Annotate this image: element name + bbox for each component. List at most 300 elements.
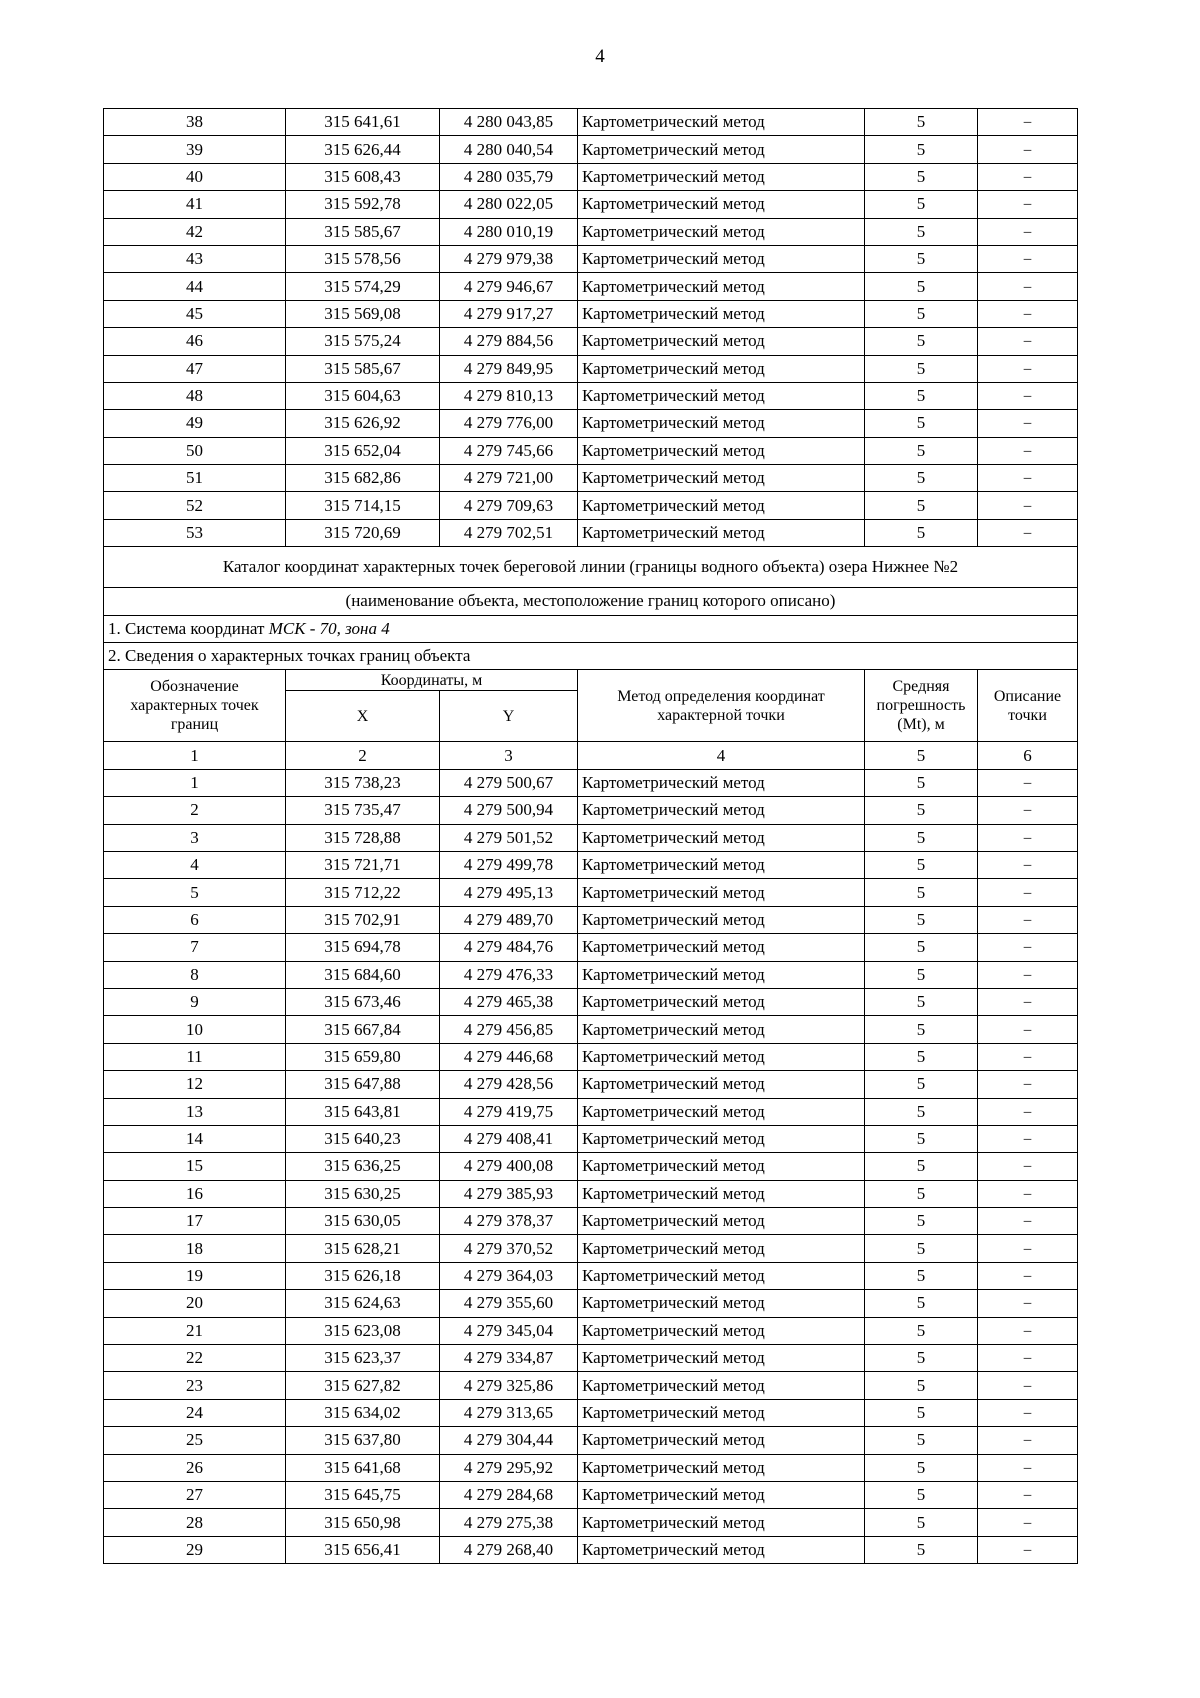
coord-y: 4 279 385,93 — [440, 1180, 578, 1207]
point-number: 6 — [104, 906, 286, 933]
mean-error: 5 — [865, 328, 978, 355]
coord-x: 315 637,80 — [286, 1427, 440, 1454]
point-number: 46 — [104, 328, 286, 355]
method: Картометрический метод — [578, 273, 865, 300]
coord-y: 4 279 268,40 — [440, 1536, 578, 1563]
coord-x: 315 684,60 — [286, 961, 440, 988]
table-row — [104, 465, 1078, 492]
point-description: – — [978, 1536, 1078, 1563]
point-number: 22 — [104, 1345, 286, 1372]
coord-x: 315 721,71 — [286, 851, 440, 878]
coord-y: 4 279 370,52 — [440, 1235, 578, 1262]
coord-x: 315 645,75 — [286, 1481, 440, 1508]
table-row — [104, 382, 1078, 409]
mean-error: 5 — [865, 1071, 978, 1098]
point-number: 12 — [104, 1071, 286, 1098]
point-description: – — [978, 1345, 1078, 1372]
coord-x: 315 626,18 — [286, 1262, 440, 1289]
header-num: 1 — [104, 742, 286, 769]
point-number: 10 — [104, 1016, 286, 1043]
method: Картометрический метод — [578, 1317, 865, 1344]
table-row — [104, 492, 1078, 519]
point-description: – — [978, 1235, 1078, 1262]
mean-error: 5 — [865, 191, 978, 218]
coord-x: 315 641,68 — [286, 1454, 440, 1481]
table-row — [104, 1399, 1078, 1426]
table-row — [104, 906, 1078, 933]
header-num: 2 — [286, 742, 440, 769]
table-row — [104, 769, 1078, 796]
method: Картометрический метод — [578, 1043, 865, 1070]
coord-y: 4 279 355,60 — [440, 1290, 578, 1317]
point-description: – — [978, 934, 1078, 961]
mean-error: 5 — [865, 1345, 978, 1372]
method: Картометрический метод — [578, 492, 865, 519]
method: Картометрический метод — [578, 961, 865, 988]
point-number: 28 — [104, 1509, 286, 1536]
header-mt: Средняя погрешность (Mt), м — [865, 670, 978, 742]
point-description: – — [978, 1427, 1078, 1454]
table-row — [104, 191, 1078, 218]
table-row — [104, 1208, 1078, 1235]
coord-x: 315 720,69 — [286, 519, 440, 546]
coord-x: 315 641,61 — [286, 109, 440, 136]
point-description: – — [978, 1180, 1078, 1207]
table-row — [104, 1235, 1078, 1262]
table-row — [104, 410, 1078, 437]
header-numbers-row — [104, 742, 1078, 769]
point-description: – — [978, 1262, 1078, 1289]
table-row — [104, 1153, 1078, 1180]
table-row — [104, 1509, 1078, 1536]
point-number: 17 — [104, 1208, 286, 1235]
coord-y: 4 280 035,79 — [440, 163, 578, 190]
point-description: – — [978, 1098, 1078, 1125]
coord-x: 315 728,88 — [286, 824, 440, 851]
point-number: 8 — [104, 961, 286, 988]
method: Картометрический метод — [578, 1235, 865, 1262]
page-number: 4 — [595, 46, 605, 67]
method: Картометрический метод — [578, 1372, 865, 1399]
point-description: – — [978, 1399, 1078, 1426]
mean-error: 5 — [865, 1153, 978, 1180]
point-description: – — [978, 879, 1078, 906]
table-row — [104, 851, 1078, 878]
mean-error: 5 — [865, 1454, 978, 1481]
coord-y: 4 279 313,65 — [440, 1399, 578, 1426]
point-number: 21 — [104, 1317, 286, 1344]
mean-error: 5 — [865, 355, 978, 382]
coord-system-label: 1. Система координат — [108, 618, 269, 638]
coord-x: 315 647,88 — [286, 1071, 440, 1098]
method: Картометрический метод — [578, 1481, 865, 1508]
point-number: 19 — [104, 1262, 286, 1289]
point-description: – — [978, 1208, 1078, 1235]
method: Картометрический метод — [578, 245, 865, 272]
coord-x: 315 682,86 — [286, 465, 440, 492]
header-method: Метод определения координат характерной точки — [578, 670, 865, 742]
table-row — [104, 1427, 1078, 1454]
coord-y: 4 279 465,38 — [440, 988, 578, 1015]
mean-error: 5 — [865, 824, 978, 851]
coord-x: 315 673,46 — [286, 988, 440, 1015]
mean-error: 5 — [865, 1043, 978, 1070]
method: Картометрический метод — [578, 851, 865, 878]
coord-x: 315 656,41 — [286, 1536, 440, 1563]
mean-error: 5 — [865, 1016, 978, 1043]
table-row — [104, 163, 1078, 190]
coord-x: 315 630,05 — [286, 1208, 440, 1235]
coord-x: 315 624,63 — [286, 1290, 440, 1317]
method: Картометрический метод — [578, 988, 865, 1015]
point-number: 52 — [104, 492, 286, 519]
mean-error: 5 — [865, 1290, 978, 1317]
point-description: – — [978, 382, 1078, 409]
mean-error: 5 — [865, 218, 978, 245]
point-number: 24 — [104, 1399, 286, 1426]
coord-y: 4 279 721,00 — [440, 465, 578, 492]
method: Картометрический метод — [578, 1509, 865, 1536]
point-description: – — [978, 1454, 1078, 1481]
method: Картометрический метод — [578, 437, 865, 464]
coord-x: 315 667,84 — [286, 1016, 440, 1043]
table-row — [104, 245, 1078, 272]
point-number: 40 — [104, 163, 286, 190]
point-description: – — [978, 1071, 1078, 1098]
point-number: 47 — [104, 355, 286, 382]
coord-x: 315 652,04 — [286, 437, 440, 464]
coord-y: 4 279 500,94 — [440, 797, 578, 824]
coord-y: 4 279 849,95 — [440, 355, 578, 382]
coord-x: 315 630,25 — [286, 1180, 440, 1207]
section2-body — [104, 769, 1078, 1563]
coord-x: 315 735,47 — [286, 797, 440, 824]
point-number: 7 — [104, 934, 286, 961]
coord-y: 4 279 275,38 — [440, 1509, 578, 1536]
method: Картометрический метод — [578, 824, 865, 851]
point-description: – — [978, 1509, 1078, 1536]
header-num: 3 — [440, 742, 578, 769]
table-row — [104, 1071, 1078, 1098]
header-coords: Координаты, м — [286, 670, 578, 691]
coord-x: 315 640,23 — [286, 1125, 440, 1152]
mean-error: 5 — [865, 1098, 978, 1125]
mean-error: 5 — [865, 961, 978, 988]
table-row — [104, 109, 1078, 136]
table-row — [104, 1098, 1078, 1125]
method: Картометрический метод — [578, 879, 865, 906]
point-number: 27 — [104, 1481, 286, 1508]
coord-x: 315 575,24 — [286, 328, 440, 355]
table-row — [104, 1536, 1078, 1563]
method: Картометрический метод — [578, 300, 865, 327]
point-number: 42 — [104, 218, 286, 245]
method: Картометрический метод — [578, 1427, 865, 1454]
method: Картометрический метод — [578, 191, 865, 218]
coord-x: 315 627,82 — [286, 1372, 440, 1399]
method: Картометрический метод — [578, 769, 865, 796]
table-row — [104, 934, 1078, 961]
header-x: X — [286, 691, 440, 742]
coord-y: 4 279 489,70 — [440, 906, 578, 933]
point-description: – — [978, 328, 1078, 355]
mean-error: 5 — [865, 879, 978, 906]
coord-system — [104, 615, 1078, 642]
point-number: 26 — [104, 1454, 286, 1481]
point-description: – — [978, 273, 1078, 300]
mean-error: 5 — [865, 1509, 978, 1536]
coord-x: 315 623,37 — [286, 1345, 440, 1372]
table-row — [104, 355, 1078, 382]
header-num: 6 — [978, 742, 1078, 769]
coord-y: 4 279 295,92 — [440, 1454, 578, 1481]
mean-error: 5 — [865, 1399, 978, 1426]
table-row — [104, 1180, 1078, 1207]
table-row — [104, 1317, 1078, 1344]
point-description: – — [978, 163, 1078, 190]
method: Картометрический метод — [578, 218, 865, 245]
coord-x: 315 585,67 — [286, 218, 440, 245]
mean-error: 5 — [865, 1180, 978, 1207]
coord-x: 315 650,98 — [286, 1509, 440, 1536]
coord-y: 4 279 446,68 — [440, 1043, 578, 1070]
mean-error: 5 — [865, 988, 978, 1015]
coord-y: 4 279 709,63 — [440, 492, 578, 519]
method: Картометрический метод — [578, 465, 865, 492]
coord-y: 4 279 499,78 — [440, 851, 578, 878]
table-row — [104, 797, 1078, 824]
point-number: 9 — [104, 988, 286, 1015]
point-number: 43 — [104, 245, 286, 272]
point-number: 44 — [104, 273, 286, 300]
point-description: – — [978, 492, 1078, 519]
point-description: – — [978, 410, 1078, 437]
coord-x: 315 626,92 — [286, 410, 440, 437]
point-description: – — [978, 355, 1078, 382]
section1-body — [104, 109, 1078, 547]
method: Картометрический метод — [578, 410, 865, 437]
point-description: – — [978, 961, 1078, 988]
coord-y: 4 279 810,13 — [440, 382, 578, 409]
mean-error: 5 — [865, 906, 978, 933]
header-num: 5 — [865, 742, 978, 769]
method: Картометрический метод — [578, 1536, 865, 1563]
table-row — [104, 273, 1078, 300]
point-description: – — [978, 245, 1078, 272]
method: Картометрический метод — [578, 355, 865, 382]
point-description: – — [978, 1125, 1078, 1152]
coord-x: 315 592,78 — [286, 191, 440, 218]
coord-y: 4 279 334,87 — [440, 1345, 578, 1372]
point-number: 4 — [104, 851, 286, 878]
coord-system-value: МСК - 70, зона 4 — [268, 618, 390, 638]
coord-y: 4 279 702,51 — [440, 519, 578, 546]
point-description: – — [978, 136, 1078, 163]
coord-y: 4 279 745,66 — [440, 437, 578, 464]
mean-error: 5 — [865, 1427, 978, 1454]
point-description: – — [978, 218, 1078, 245]
method: Картометрический метод — [578, 1153, 865, 1180]
point-description: – — [978, 851, 1078, 878]
method: Картометрический метод — [578, 328, 865, 355]
mean-error: 5 — [865, 410, 978, 437]
coord-y: 4 280 040,54 — [440, 136, 578, 163]
mean-error: 5 — [865, 273, 978, 300]
table-row — [104, 437, 1078, 464]
point-number: 23 — [104, 1372, 286, 1399]
coord-x: 315 714,15 — [286, 492, 440, 519]
point-description: – — [978, 437, 1078, 464]
coord-y: 4 279 325,86 — [440, 1372, 578, 1399]
mean-error: 5 — [865, 851, 978, 878]
mean-error: 5 — [865, 1235, 978, 1262]
point-description: – — [978, 769, 1078, 796]
coord-y: 4 279 304,44 — [440, 1427, 578, 1454]
table-row — [104, 218, 1078, 245]
table-row — [104, 519, 1078, 546]
point-number: 13 — [104, 1098, 286, 1125]
method: Картометрический метод — [578, 1208, 865, 1235]
point-description: – — [978, 465, 1078, 492]
coord-x: 315 608,43 — [286, 163, 440, 190]
method: Картометрический метод — [578, 1399, 865, 1426]
point-number: 49 — [104, 410, 286, 437]
points-info: 2. Сведения о характерных точках границ объекта — [104, 643, 1078, 670]
point-number: 16 — [104, 1180, 286, 1207]
coord-y: 4 279 345,04 — [440, 1317, 578, 1344]
coord-y: 4 280 022,05 — [440, 191, 578, 218]
coord-x: 315 626,44 — [286, 136, 440, 163]
mean-error: 5 — [865, 109, 978, 136]
method: Картометрический метод — [578, 1125, 865, 1152]
table-row — [104, 1043, 1078, 1070]
coord-y: 4 279 884,56 — [440, 328, 578, 355]
point-description: – — [978, 1481, 1078, 1508]
table-row — [104, 961, 1078, 988]
table-row — [104, 1125, 1078, 1152]
point-description: – — [978, 988, 1078, 1015]
header-y: Y — [440, 691, 578, 742]
mean-error: 5 — [865, 136, 978, 163]
method: Картометрический метод — [578, 382, 865, 409]
point-number: 48 — [104, 382, 286, 409]
mean-error: 5 — [865, 519, 978, 546]
coord-x: 315 628,21 — [286, 1235, 440, 1262]
coord-y: 4 279 501,52 — [440, 824, 578, 851]
coord-x: 315 643,81 — [286, 1098, 440, 1125]
mean-error: 5 — [865, 1262, 978, 1289]
method: Картометрический метод — [578, 906, 865, 933]
mean-error: 5 — [865, 1372, 978, 1399]
mean-error: 5 — [865, 300, 978, 327]
coord-y: 4 279 428,56 — [440, 1071, 578, 1098]
coord-x: 315 702,91 — [286, 906, 440, 933]
point-description: – — [978, 191, 1078, 218]
mean-error: 5 — [865, 382, 978, 409]
coord-y: 4 279 378,37 — [440, 1208, 578, 1235]
point-number: 1 — [104, 769, 286, 796]
coord-y: 4 279 476,33 — [440, 961, 578, 988]
table-row — [104, 1290, 1078, 1317]
mean-error: 5 — [865, 1208, 978, 1235]
point-description: – — [978, 300, 1078, 327]
coord-y: 4 279 408,41 — [440, 1125, 578, 1152]
coord-y: 4 279 917,27 — [440, 300, 578, 327]
point-description: – — [978, 1043, 1078, 1070]
coord-y: 4 279 456,85 — [440, 1016, 578, 1043]
coord-y: 4 279 364,03 — [440, 1262, 578, 1289]
table-row — [104, 136, 1078, 163]
point-number: 41 — [104, 191, 286, 218]
point-number: 45 — [104, 300, 286, 327]
point-number: 2 — [104, 797, 286, 824]
point-number: 51 — [104, 465, 286, 492]
point-description: – — [978, 109, 1078, 136]
coord-x: 315 712,22 — [286, 879, 440, 906]
method: Картометрический метод — [578, 1345, 865, 1372]
coord-x: 315 585,67 — [286, 355, 440, 382]
mean-error: 5 — [865, 1317, 978, 1344]
point-description: – — [978, 1317, 1078, 1344]
catalog-title: Каталог координат характерных точек береговой линии (границы водного объекта) озера Нижнее №2 — [104, 547, 1078, 588]
mean-error: 5 — [865, 1536, 978, 1563]
mean-error: 5 — [865, 769, 978, 796]
method: Картометрический метод — [578, 136, 865, 163]
coord-y: 4 280 010,19 — [440, 218, 578, 245]
point-description: – — [978, 906, 1078, 933]
method: Картометрический метод — [578, 934, 865, 961]
method: Картометрический метод — [578, 163, 865, 190]
point-description: – — [978, 1290, 1078, 1317]
point-number: 14 — [104, 1125, 286, 1152]
coord-x: 315 623,08 — [286, 1317, 440, 1344]
coord-y: 4 279 946,67 — [440, 273, 578, 300]
coord-x: 315 634,02 — [286, 1399, 440, 1426]
coord-x: 315 636,25 — [286, 1153, 440, 1180]
method: Картометрический метод — [578, 1098, 865, 1125]
coordinates-table — [103, 108, 1078, 1564]
coord-y: 4 279 284,68 — [440, 1481, 578, 1508]
table-row — [104, 1454, 1078, 1481]
coord-y: 4 279 500,67 — [440, 769, 578, 796]
mean-error: 5 — [865, 934, 978, 961]
table-row — [104, 988, 1078, 1015]
method: Картометрический метод — [578, 1180, 865, 1207]
table-row — [104, 1345, 1078, 1372]
coord-x: 315 659,80 — [286, 1043, 440, 1070]
point-description: – — [978, 519, 1078, 546]
point-number: 39 — [104, 136, 286, 163]
point-description: – — [978, 1153, 1078, 1180]
point-description: – — [978, 1372, 1078, 1399]
method: Картометрический метод — [578, 797, 865, 824]
coord-y: 4 279 419,75 — [440, 1098, 578, 1125]
coord-x: 315 738,23 — [286, 769, 440, 796]
coord-y: 4 279 400,08 — [440, 1153, 578, 1180]
coord-x: 315 574,29 — [286, 273, 440, 300]
mean-error: 5 — [865, 437, 978, 464]
mean-error: 5 — [865, 492, 978, 519]
coord-y: 4 279 979,38 — [440, 245, 578, 272]
coord-x: 315 569,08 — [286, 300, 440, 327]
mean-error: 5 — [865, 245, 978, 272]
mean-error: 5 — [865, 797, 978, 824]
catalog-subtitle: (наименование объекта, местоположение границ которого описано) — [104, 588, 1078, 615]
point-number: 15 — [104, 1153, 286, 1180]
point-number: 29 — [104, 1536, 286, 1563]
coord-y: 4 279 484,76 — [440, 934, 578, 961]
header-num: 4 — [578, 742, 865, 769]
